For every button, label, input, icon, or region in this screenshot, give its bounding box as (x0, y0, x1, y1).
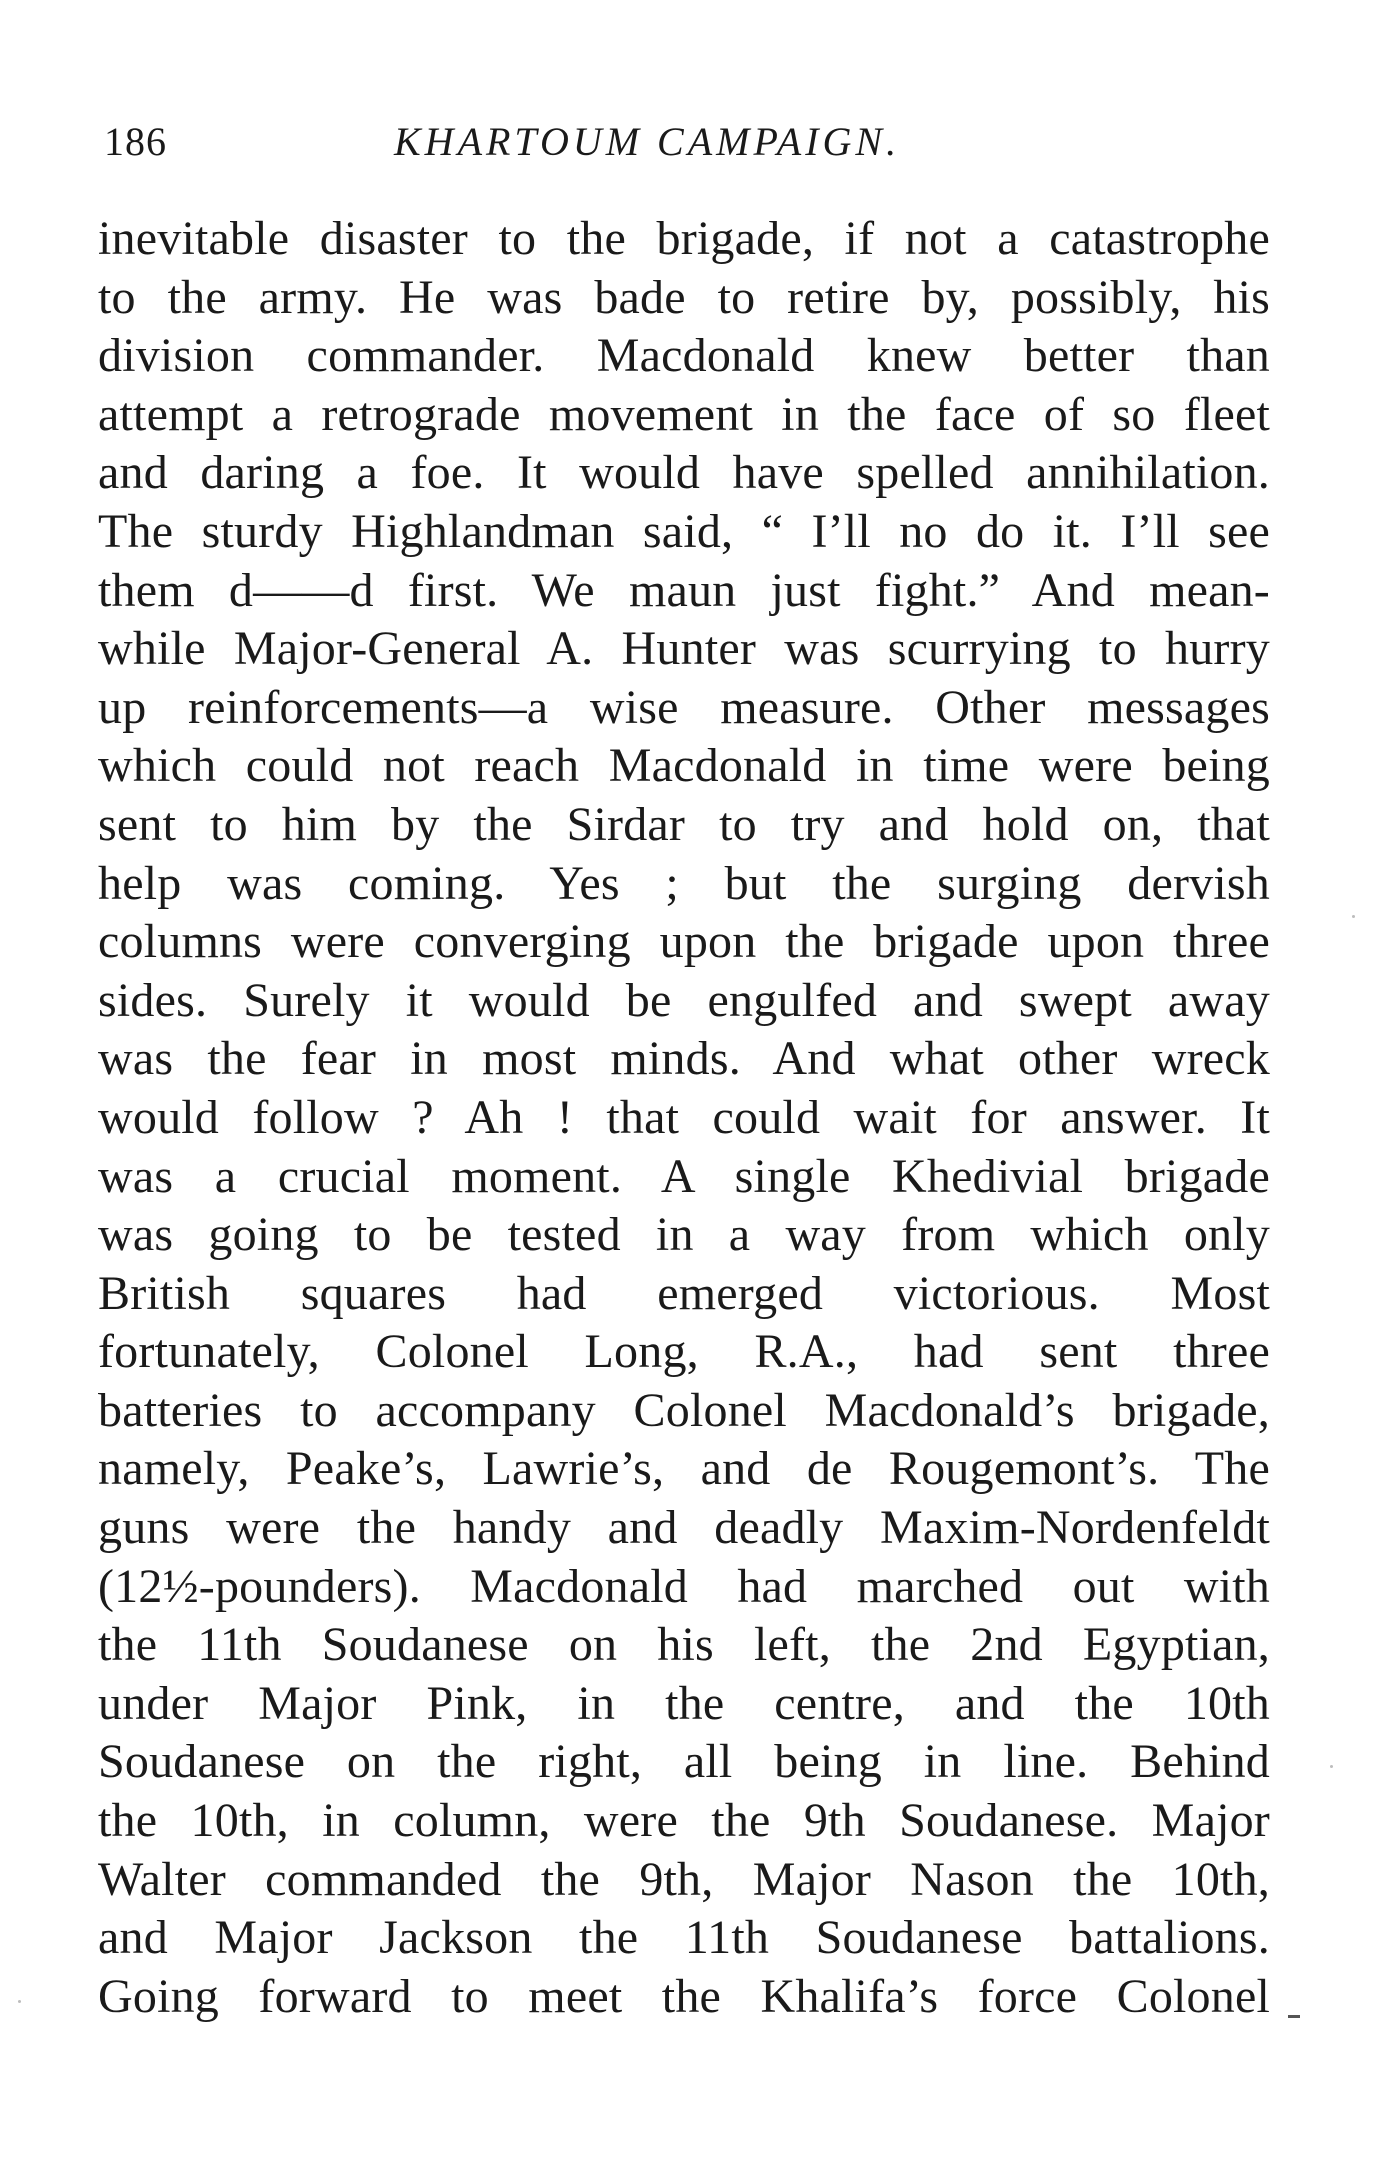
text-line: division commander. Macdonald knew better than (98, 329, 1270, 383)
text-line: Soudanese on the right, all being in line. Behind (98, 1735, 1270, 1789)
text-line: the 11th Soudanese on his left, the 2nd Egyptian, (98, 1618, 1270, 1672)
text-line: was going to be tested in a way from which only (98, 1208, 1270, 1262)
paper-speck (1330, 1765, 1333, 1768)
text-line: was a crucial moment. A single Khedivial brigade (98, 1149, 1270, 1203)
text-line: columns were converging upon the brigade upon three (98, 915, 1270, 969)
text-line: sides. Surely it would be engulfed and swept away (98, 973, 1270, 1027)
text-line: while Major-General A. Hunter was scurrying to hurry (98, 622, 1270, 676)
text-line: inevitable disaster to the brigade, if not a catastrophe (98, 212, 1270, 265)
margin-mark (1288, 2015, 1300, 2018)
text-line: them d——d first. We maun just fight.” And mean- (98, 563, 1270, 617)
text-line: the 10th, in column, were the 9th Soudanese. Major (98, 1794, 1270, 1848)
text-line: to the army. He was bade to retire by, possibly, his (98, 270, 1270, 324)
page-number: 186 (104, 119, 167, 164)
text-line: Walter commanded the 9th, Major Nason the 10th, (98, 1852, 1270, 1906)
running-head: KHARTOUM CAMPAIGN. (394, 119, 901, 164)
body-text (98, 210, 1270, 2026)
text-line: batteries to accompany Colonel Macdonald’s brigade, (98, 1383, 1270, 1437)
text-line: attempt a retrograde movement in the face of so fleet (98, 387, 1270, 441)
text-line: The sturdy Highlandman said, “ I’ll no do it. I’ll see (98, 504, 1270, 558)
text-line: guns were the handy and deadly Maxim-Nordenfeldt (98, 1501, 1270, 1555)
text-line: Going forward to meet the Khalifa’s force Colonel (98, 1969, 1270, 2023)
text-line: which could not reach Macdonald in time were being (98, 739, 1270, 793)
text-line: help was coming. Yes ; but the surging dervish (98, 856, 1270, 910)
text-line: (12½-pounders). Macdonald had marched out with (98, 1559, 1270, 1613)
text-line: under Major Pink, in the centre, and the 10th (98, 1676, 1270, 1730)
text-line: was the fear in most minds. And what other wreck (98, 1032, 1270, 1086)
paper-speck (1352, 915, 1355, 918)
paper-speck (18, 2000, 21, 2003)
page-header (104, 118, 1269, 178)
text-line: sent to him by the Sirdar to try and hold on, that (98, 797, 1270, 851)
text-line: up reinforcements—a wise measure. Other messages (98, 680, 1270, 734)
text-line: British squares had emerged victorious. Most (98, 1266, 1270, 1320)
text-line: and Major Jackson the 11th Soudanese battalions. (98, 1911, 1270, 1965)
text-line: would follow ? Ah ! that could wait for answer. It (98, 1090, 1270, 1144)
text-line: namely, Peake’s, Lawrie’s, and de Rougemont’s. The (98, 1442, 1270, 1496)
text-line: and daring a foe. It would have spelled annihilation. (98, 446, 1270, 500)
text-line: fortunately, Colonel Long, R.A., had sent three (98, 1325, 1270, 1379)
